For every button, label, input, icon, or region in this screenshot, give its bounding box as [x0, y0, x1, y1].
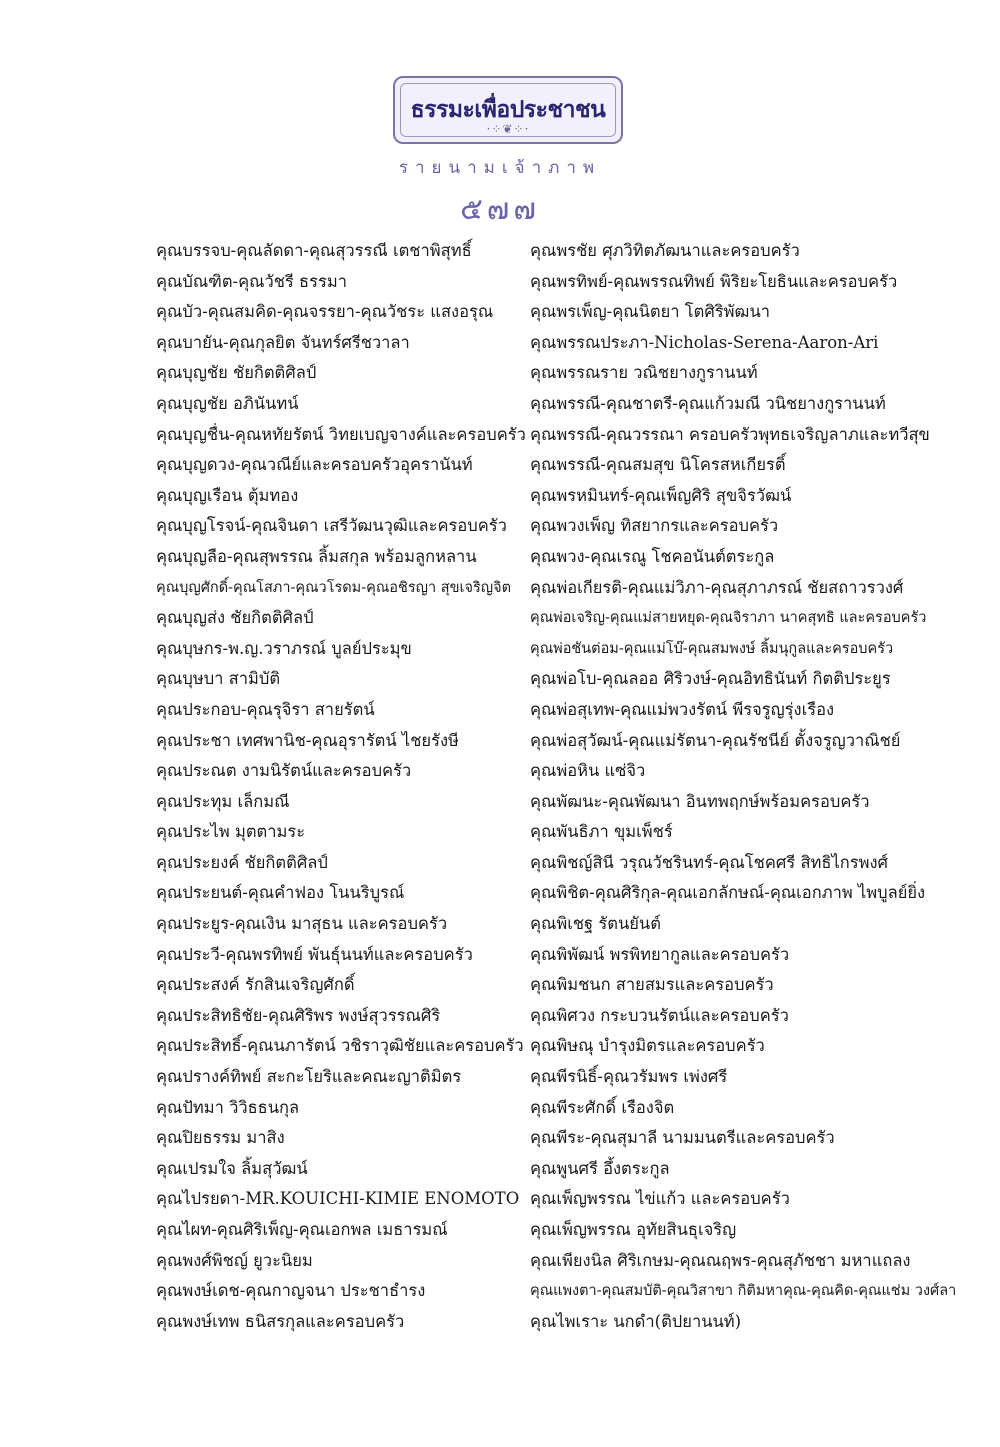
donor-name: คุณบุญดวง-คุณวณีย์และครอบครัวอุครานันท์	[156, 455, 473, 475]
donor-name: คุณพวง-คุณเรณู โชคอนันต์ตระกูล	[530, 546, 775, 566]
donor-name: คุณพ่อเจริญ-คุณแม่สายหยุด-คุณจิราภา นาคสุทธิ และครอบครัว	[530, 610, 927, 627]
donor-name: คุณพ่อสุวัฒน์-คุณแม่รัตนา-คุณรัชนีย์ ตั้งจรูญวาณิชย์	[530, 730, 901, 750]
donor-name: คุณประยนต์-คุณคำฟอง โนนริบูรณ์	[156, 883, 405, 903]
donor-name: คุณพรรณี-คุณสมสุข นิโครสหเกียรติ์	[530, 455, 786, 475]
donor-name: คุณปัทมา วิวิธธนกุล	[156, 1097, 300, 1117]
donor-name: คุณพ่อชันต่อม-คุณแม่โบ๊-คุณสมพงษ์ ลิ้มนุกูลและครอบครัว	[530, 640, 894, 657]
donor-name: คุณแพงตา-คุณสมบัติ-คุณวิสาขา กิติมหาคุณ-คุณคิด-คุณแช่ม วงศ์ลา	[530, 1283, 957, 1300]
donor-name: คุณประสิทธิชัย-คุณศิริพร พงษ์สุวรรณศิริ	[156, 1005, 441, 1025]
donor-name: คุณพรเพ็ญ-คุณนิตยา โตศิริพัฒนา	[530, 302, 770, 322]
donor-name: คุณบุษบา สามิบัติ	[156, 669, 281, 689]
donor-name: คุณบุญเรือน ตุ้มทอง	[156, 485, 299, 505]
donor-name: คุณบุญส่ง ชัยกิตติศิลป์	[156, 608, 314, 628]
donor-name: คุณบุษกร-พ.ญ.วราภรณ์ บูลย์ประมุข	[156, 638, 412, 658]
donor-name: คุณพรรณประภา-Nicholas-Serena-Aaron-Ari	[530, 332, 879, 352]
donor-name: คุณพิศวง กระบวนรัตน์และครอบครัว	[530, 1005, 789, 1025]
donor-name: คุณพิพัฒน์ พรพิทยากูลและครอบครัว	[530, 944, 790, 964]
donor-name: คุณพูนศรี อึ้งตระกูล	[530, 1158, 670, 1178]
donor-name: คุณพิษณุ บำรุงมิตรและครอบครัว	[530, 1036, 765, 1056]
donor-name: คุณพ่อหิน แซ่จิว	[530, 761, 646, 781]
donor-name: คุณพรรณี-คุณชาตรี-คุณแก้วมณี วนิชยางกูรานนท์	[530, 393, 886, 413]
donor-name: คุณบรรจบ-คุณลัดดา-คุณสุวรรณี เตชาพิสุทธิ์	[156, 241, 472, 260]
donor-name: คุณพรชัย ศุภวิทิตภัฒนาและครอบครัว	[530, 241, 800, 260]
donor-name: คุณพงษ์เดช-คุณกาญจนา ประชาธำรง	[156, 1281, 426, 1301]
donor-name: คุณพีระศักดิ์ เรืองจิต	[530, 1097, 675, 1117]
donor-name: คุณบัณฑิต-คุณวัชรี ธรรมา	[156, 271, 347, 291]
donor-name: คุณประกอบ-คุณรุจิรา สายรัตน์	[156, 699, 375, 719]
donor-name: คุณประสงค์ รักสินเจริญศักดิ์	[156, 975, 355, 995]
donor-name: คุณเพ็ญพรรณ อุทัยสินธุเจริญ	[530, 1220, 737, 1239]
donor-name: คุณประชา เทศพานิช-คุณอุรารัตน์ ไชยรังษี	[156, 730, 459, 750]
donor-name: คุณบุญโรจน์-คุณจินดา เสรีวัฒนวุฒิและครอบครัว	[156, 516, 507, 536]
donor-name: คุณพิชญ์สินี วรุณวัชรินทร์-คุณโชคศรี สิทธิไกรพงศ์	[530, 852, 889, 872]
page-number: ๕๗๗	[460, 192, 540, 227]
donor-name: คุณบุญชัย อภินันทน์	[156, 393, 299, 413]
donor-name: คุณพ่อโบ-คุณลออ ศิริวงษ์-คุณอิทธินันท์ กิตติประยูร	[530, 669, 891, 689]
donor-name: คุณบุญชื่น-คุณหทัยรัตน์ วิทยเบญจางค์และครอบครัว	[156, 424, 526, 444]
donor-name: คุณพงศ์พิชญ์ ยูวะนิยม	[156, 1250, 313, 1270]
donor-name: คุณประสิทธิ์-คุณนภารัตน์ วชิราวุฒิชัยและครอบครัว	[156, 1036, 524, 1056]
donor-name: คุณประยงค์ ชัยกิตติศิลป์	[156, 852, 328, 872]
donor-name: คุณประยูร-คุณเงิน มาสุธน และครอบครัว	[156, 914, 448, 934]
donor-name: คุณบุญศักดิ์-คุณโสภา-คุณวโรดม-คุณอชิรญา สุขเจริญจิต	[156, 579, 512, 596]
donor-name: คุณประวี-คุณพรทิพย์ พันธุ์นนท์และครอบครัว	[156, 944, 473, 964]
donor-name: คุณพิชิต-คุณศิริกุล-คุณเอกลักษณ์-คุณเอกภาพ ไพบูลย์ยิ่ง	[530, 883, 926, 903]
donor-name: คุณพีระ-คุณสุมาลี นามมนตรีและครอบครัว	[530, 1128, 835, 1148]
donor-name: คุณบัว-คุณสมคิด-คุณจรรยา-คุณวัชระ แสงอรุณ	[156, 302, 494, 322]
donor-name: คุณบายัน-คุณกุลยิต จันทร์ศรีชวาลา	[156, 332, 410, 352]
donor-name: คุณปรางค์ทิพย์ สะกะโยริและคณะญาติมิตร	[156, 1067, 462, 1087]
page-subtitle: รายนามเจ้าภาพ	[398, 158, 602, 178]
donor-name: คุณพีรนิธิ์-คุณวรัมพร เพ่งศรี	[530, 1067, 728, 1087]
donor-name: คุณพัฒนะ-คุณพัฒนา อินทพฤกษ์พร้อมครอบครัว	[530, 791, 870, 811]
logo-text: ธรรมะเพื่อประชาชน	[410, 97, 606, 123]
donor-name: คุณพ่อเกียรติ-คุณแม่วิภา-คุณสุภาภรณ์ ชัยสถาวรวงศ์	[530, 577, 904, 597]
donor-name: คุณพรทิพย์-คุณพรรณทิพย์ พิริยะโยธินและครอบครัว	[530, 271, 898, 291]
left-name-column	[156, 236, 526, 1337]
donor-name: คุณไปรยดา-MR.KOUICHI-KIMIE ENOMOTO	[156, 1189, 520, 1209]
logo-ornament-icon: ·⁘❦⁘·	[486, 122, 530, 136]
donor-name: คุณพรรณี-คุณวรรณา ครอบครัวพุทธเจริญลาภและทวีสุข	[530, 424, 930, 444]
donor-name: คุณประทุม เล็กมณี	[156, 791, 290, 811]
donor-name: คุณพงษ์เทพ ธนิสรกุลและครอบครัว	[156, 1311, 405, 1331]
donor-name: คุณบุญชัย ชัยกิตติศิลป์	[156, 363, 317, 383]
right-name-column	[530, 236, 970, 1337]
donor-name: คุณเพียงนิล ศิริเกษม-คุณณฤพร-คุณสุภัชชา มหาแถลง	[530, 1250, 911, 1270]
donor-name: คุณพรหมินทร์-คุณเพ็ญศิริ สุขจิรวัฒน์	[530, 485, 792, 505]
donor-name: คุณพิเชฐ รัตนยันต์	[530, 914, 661, 934]
donor-name: คุณประณต งามนิรัตน์และครอบครัว	[156, 761, 412, 781]
donor-name: คุณพ่อสุเทพ-คุณแม่พวงรัตน์ พีรจรูญรุ่งเรือง	[530, 699, 835, 719]
donor-name: คุณประไพ มุตตามระ	[156, 822, 306, 842]
donor-name: คุณปิยธรรม มาสิง	[156, 1128, 285, 1148]
donor-name: คุณไผท-คุณศิริเพ็ญ-คุณเอกพล เมธารมณ์	[156, 1220, 448, 1239]
donor-name: คุณพวงเพ็ญ ทิสยากรและครอบครัว	[530, 516, 779, 536]
donor-name: คุณบุญลือ-คุณสุพรรณ ลิ้มสกุล พร้อมลูกหลาน	[156, 546, 477, 566]
donor-name: คุณเพ็ญพรรณ ไข่แก้ว และครอบครัว	[530, 1189, 790, 1209]
donor-name: คุณพิมชนก สายสมรและครอบครัว	[530, 975, 774, 995]
donor-name: คุณเปรมใจ ลิ้มสุวัฒน์	[156, 1158, 308, 1178]
page-header	[0, 0, 1000, 230]
dhamma-logo	[393, 76, 623, 144]
donor-name: คุณไพเราะ นกดำ(ติปยานนท์)	[530, 1311, 742, 1331]
donor-name: คุณพรรณราย วณิชยางกูรานนท์	[530, 363, 758, 383]
donor-name: คุณพันธิภา ขุมเพ็ชร์	[530, 822, 673, 842]
